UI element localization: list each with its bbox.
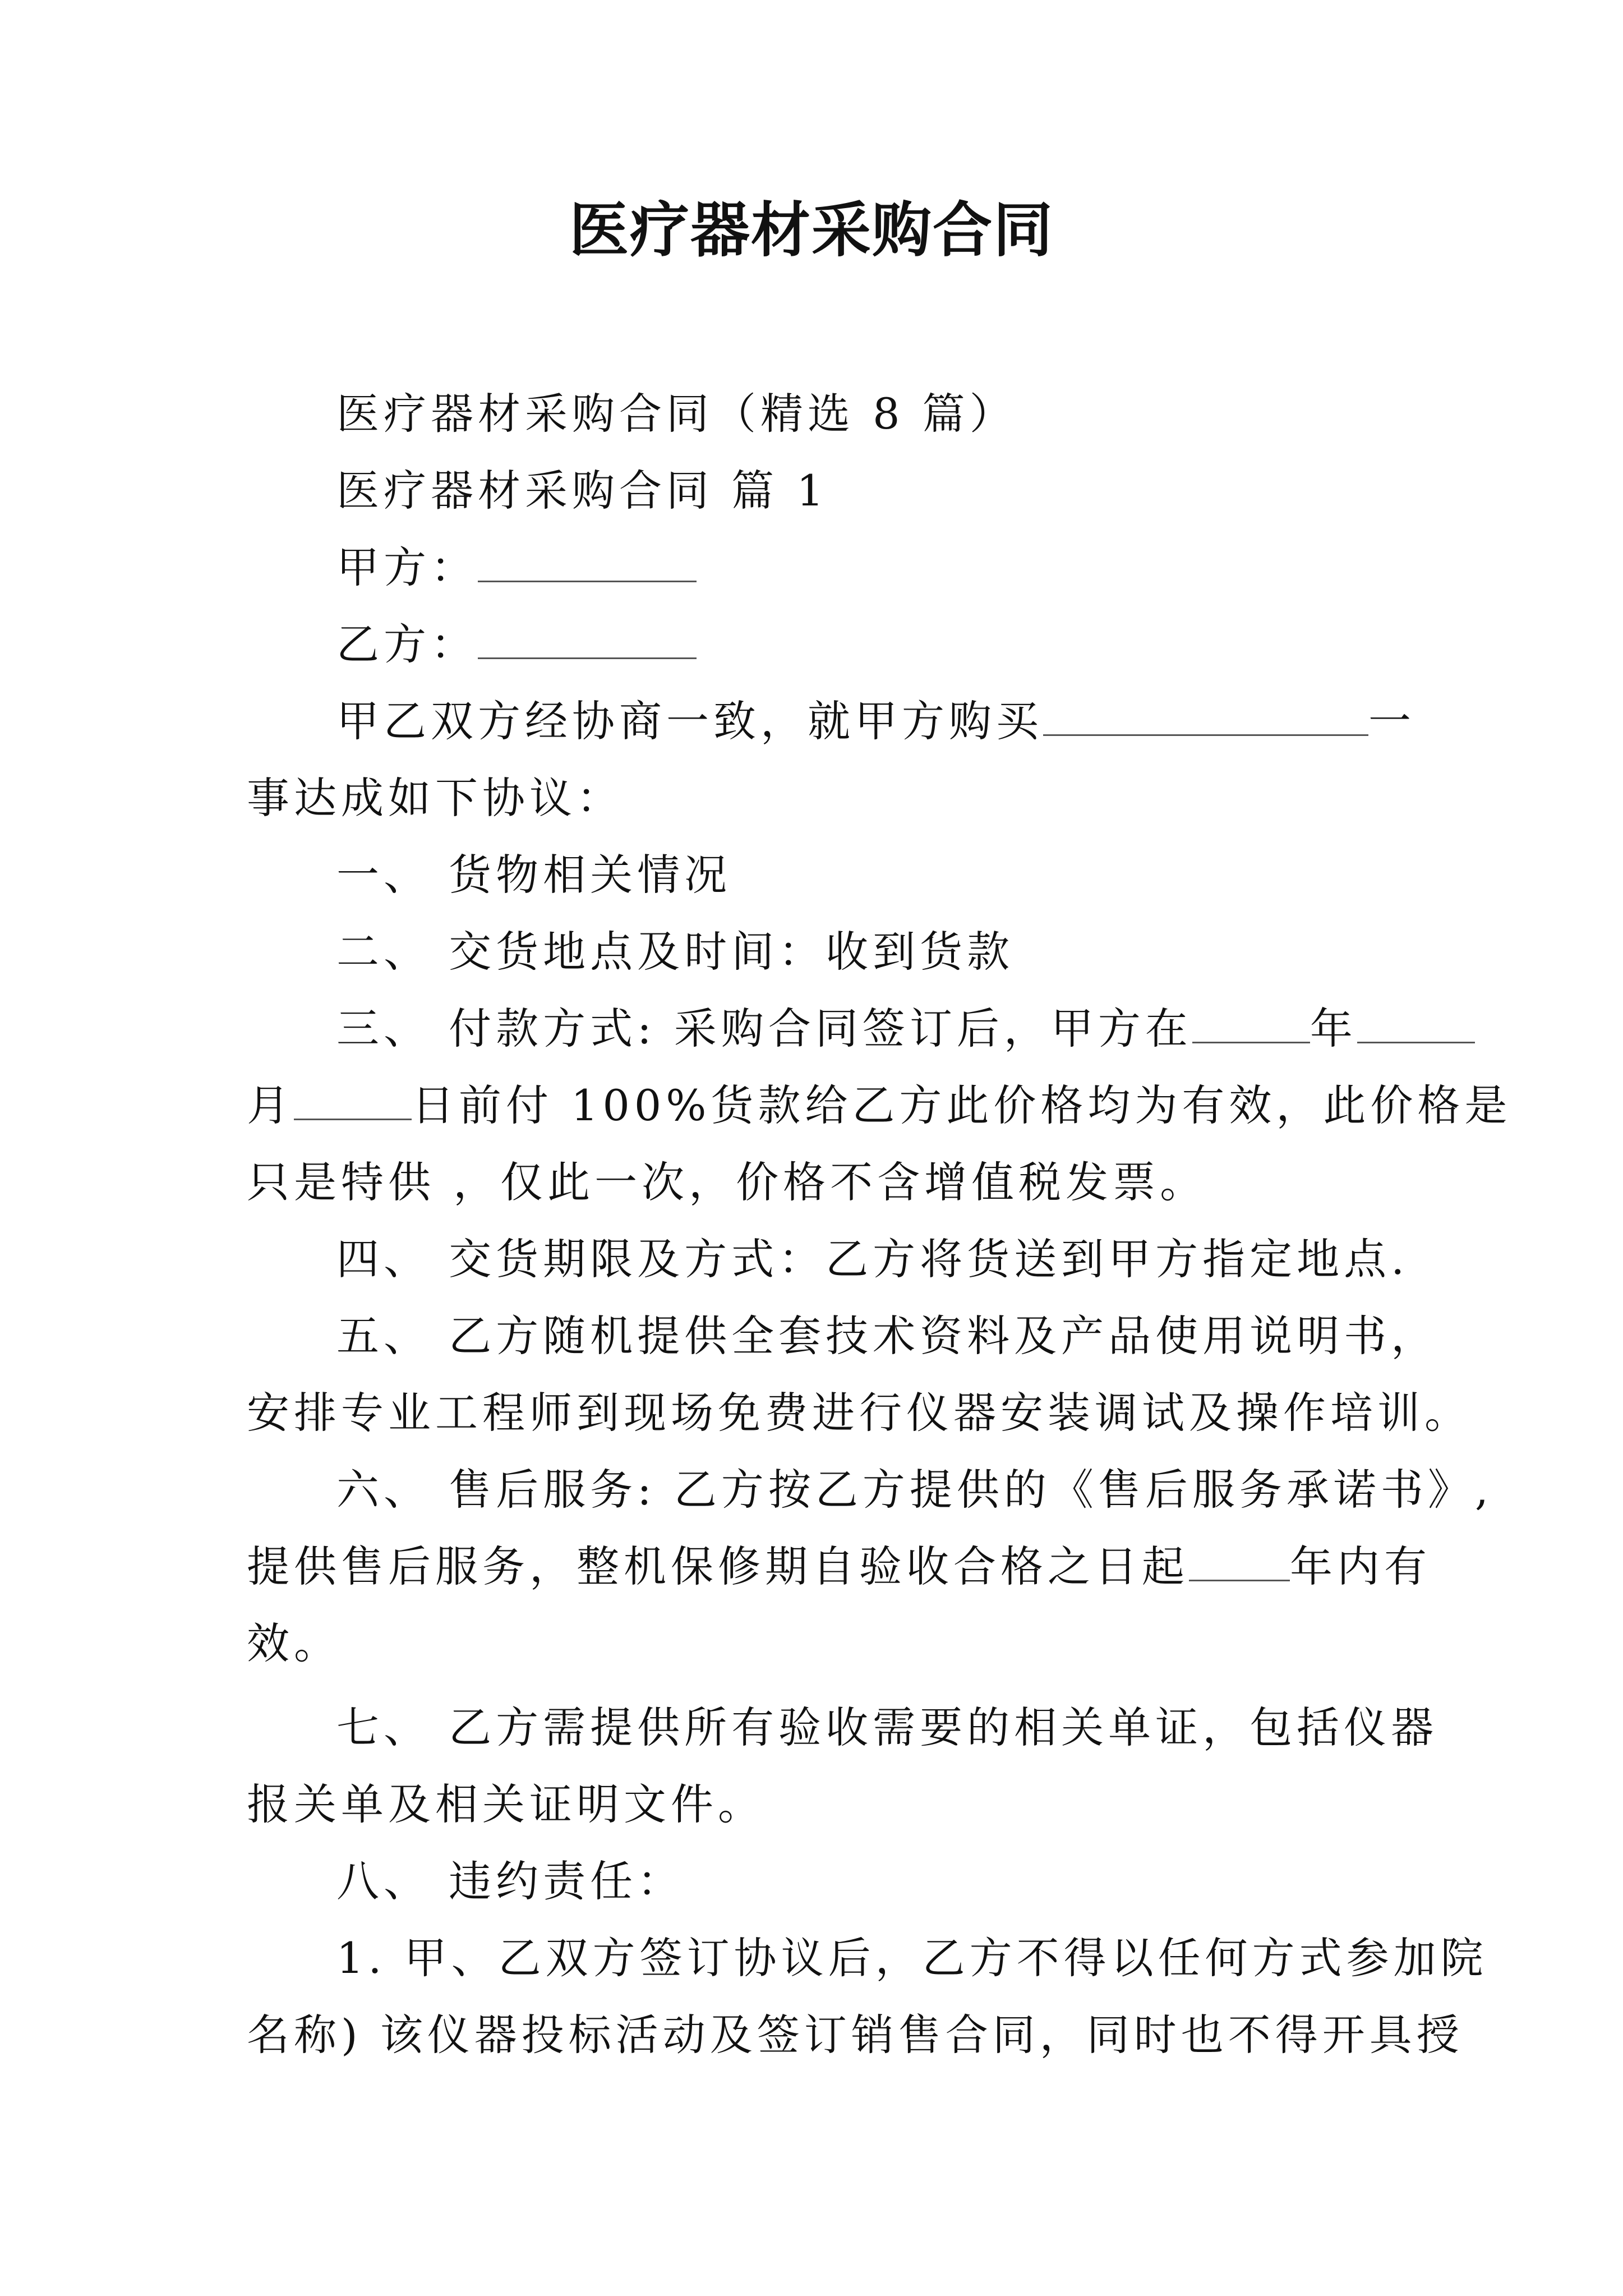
clause-3-line-3: 只是特供 ，仅此一次，价格不含增值税发票。 (247, 1157, 1207, 1207)
clause-8-item-1-line-1: 1. 甲、乙双方签订协议后，乙方不得以任何方式参加院 (336, 1933, 1488, 1983)
clause-3-month: 月 (247, 1080, 294, 1130)
party-b-label: 乙方： (336, 619, 478, 669)
clause-6-line-2 (247, 1539, 1431, 1595)
clause-7-line-1: 七、 乙方需提供所有验收需要的相关单证，包括仪器 (336, 1703, 1438, 1752)
clause-8: 八、 违约责任： (336, 1856, 685, 1906)
clause-5-line-2: 安排专业工程师到现场免费进行仪器安装调试及操作培训。 (247, 1388, 1472, 1438)
party-a-label: 甲方： (336, 542, 478, 592)
clause-6-line-3: 效。 (247, 1618, 341, 1668)
clause-3-year: 年 (1310, 1004, 1357, 1053)
party-b-line (336, 616, 697, 673)
intro-line-2: 事达成如下协议： (247, 773, 624, 823)
payment-month-blank (1357, 1005, 1475, 1043)
clause-6-line-1: 六、 售后服务: 乙方按乙方提供的《售后服务承诺书》, (336, 1465, 1493, 1515)
clause-3-line-1 (336, 1001, 1475, 1057)
intro-line-1 (336, 693, 1415, 749)
clause-3-text-2: 日前付 100%货款给乙方此价格均为有效，此价格是 (412, 1080, 1512, 1130)
payment-year-blank (1192, 1005, 1310, 1043)
clause-8-item-1-line-2: 名称) 该仪器投标活动及签订销售合同，同时也不得开具授 (247, 2010, 1464, 2060)
clause-6-text-3: 年内有 (1290, 1542, 1431, 1591)
intro-text-1: 甲乙双方经协商一致，就甲方购买 (336, 696, 1043, 746)
subtitle: 医疗器材采购合同（精选 8 篇） (336, 389, 1017, 439)
party-a-blank (478, 544, 697, 582)
clause-5-line-1: 五、 乙方随机提供全套技术资料及产品使用说明书， (336, 1311, 1438, 1361)
clause-6-text-2: 提供售后服务，整机保修期自验收合格之日起 (247, 1542, 1189, 1591)
party-b-blank (478, 620, 697, 659)
clause-4: 四、 交货期限及方式：乙方将货送到甲方指定地点. (336, 1234, 1409, 1284)
clause-1: 一、 货物相关情况 (336, 850, 732, 900)
payment-day-blank (294, 1082, 412, 1120)
chapter-heading: 医疗器材采购合同 篇 1 (336, 466, 828, 516)
clause-3-text-1: 三、 付款方式: 采购合同签订后，甲方在 (336, 1004, 1192, 1053)
clause-2: 二、 交货地点及时间：收到货款 (336, 927, 1015, 977)
purchase-item-blank (1043, 697, 1368, 736)
clause-3-line-2 (247, 1078, 1511, 1134)
party-a-line (336, 540, 697, 596)
clause-7-line-2: 报关单及相关证明文件。 (247, 1779, 765, 1829)
document-title: 医疗器材采购合同 (569, 195, 1054, 265)
warranty-years-blank (1189, 1543, 1290, 1581)
intro-text-2: 一 (1368, 696, 1415, 746)
